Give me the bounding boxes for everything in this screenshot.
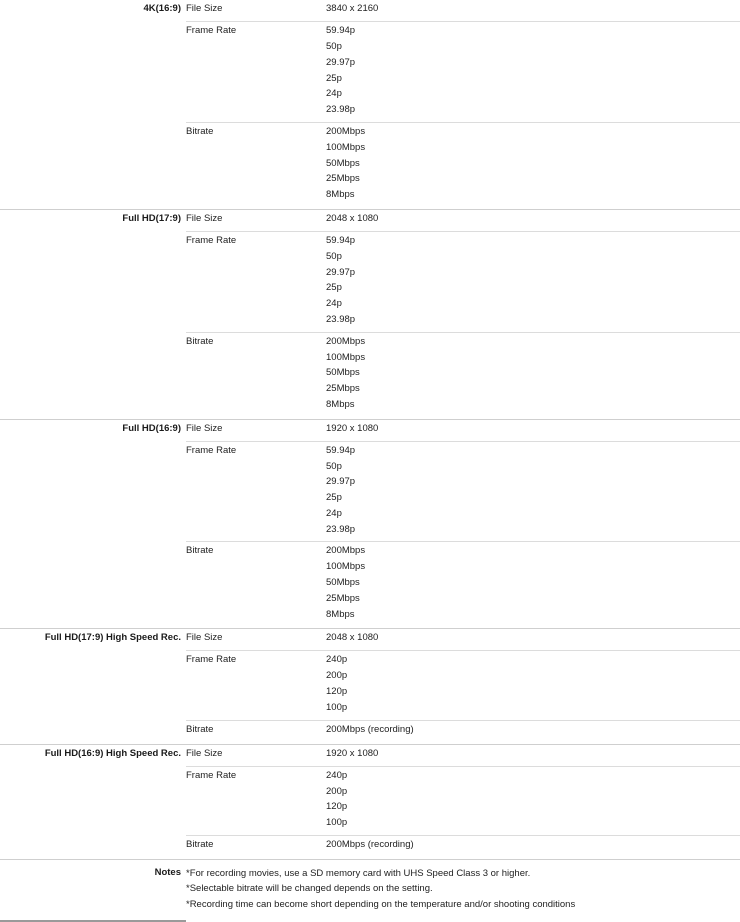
row-label: File Size — [186, 212, 223, 224]
row-label: File Size — [186, 3, 223, 14]
spec-value: 29.97p — [326, 266, 356, 278]
spec-row — [186, 767, 740, 836]
spec-row — [186, 542, 740, 626]
spec-value: 1920 x 1080 — [326, 422, 379, 434]
spec-value: 1920 x 1080 — [326, 747, 379, 759]
note-item: *Recording time can become short depending on the temperature and/or shooting conditions — [186, 898, 576, 910]
row-values — [326, 234, 740, 328]
spec-value: 25p — [326, 72, 342, 84]
spec-value: 59.94p — [326, 444, 356, 456]
spec-value: 50Mbps — [326, 367, 360, 379]
spec-value: 100p — [326, 817, 348, 828]
row-values — [326, 723, 740, 738]
spec-value: 50Mbps — [326, 577, 360, 588]
spec-value: 50Mbps — [326, 157, 360, 169]
spec-value: 200p — [326, 670, 348, 682]
spec-value: 25Mbps — [326, 592, 360, 604]
spec-value: 120p — [326, 686, 348, 697]
spec-value: 8Mbps — [326, 189, 355, 200]
spec-value: 120p — [326, 801, 348, 813]
spec-value: 200Mbps — [326, 545, 366, 557]
row-label: File Size — [186, 422, 223, 434]
spec-row — [186, 745, 740, 767]
row-label: Frame Rate — [186, 25, 237, 36]
row-values — [326, 212, 740, 227]
spec-value: 3840 x 2160 — [326, 3, 379, 14]
group-label: Full HD(16:9) — [122, 422, 181, 434]
spec-value: 25Mbps — [326, 383, 360, 394]
group-label: Full HD(17:9) High Speed Rec. — [44, 632, 181, 644]
row-values — [326, 838, 740, 853]
spec-group — [0, 0, 740, 210]
spec-value: 23.98p — [326, 523, 356, 535]
spec-row — [186, 22, 740, 123]
spec-value: 240p — [326, 769, 348, 781]
spec-row — [186, 721, 740, 742]
spec-group — [0, 745, 740, 860]
spec-row — [186, 333, 740, 417]
spec-value: 200Mbps — [326, 125, 366, 137]
row-values — [326, 335, 740, 413]
spec-value: 50p — [326, 460, 342, 472]
spec-value: 29.97p — [326, 56, 356, 68]
row-label: File Size — [186, 632, 223, 644]
spec-row — [186, 442, 740, 543]
row-values — [326, 544, 740, 622]
spec-value: 25p — [326, 492, 342, 503]
row-values — [326, 24, 740, 118]
row-label: Frame Rate — [186, 769, 237, 781]
notes-section — [0, 860, 740, 913]
spec-value: 59.94p — [326, 234, 356, 246]
note-item: *Selectable bitrate will be changed depends on the setting. — [186, 883, 433, 895]
spec-row — [186, 232, 740, 333]
row-label: Bitrate — [186, 545, 214, 557]
spec-value: 200p — [326, 785, 348, 797]
spec-group — [0, 420, 740, 630]
row-label: Bitrate — [186, 838, 214, 850]
row-values — [326, 2, 740, 17]
spec-value: 2048 x 1080 — [326, 632, 379, 644]
row-label: Frame Rate — [186, 234, 237, 246]
spec-value: 8Mbps — [326, 608, 355, 620]
spec-value: 100Mbps — [326, 141, 366, 153]
spec-value: 8Mbps — [326, 398, 355, 410]
spec-value: 59.94p — [326, 25, 356, 36]
spec-value: 25Mbps — [326, 173, 360, 185]
row-label: Frame Rate — [186, 444, 237, 456]
spec-row — [186, 123, 740, 207]
group-label: Full HD(16:9) High Speed Rec. — [44, 747, 181, 759]
spec-value: 100Mbps — [326, 561, 366, 573]
notes-label: Notes — [154, 866, 181, 878]
spec-value: 200Mbps (recording) — [326, 838, 414, 850]
spec-value: 24p — [326, 507, 342, 519]
spec-row — [186, 836, 740, 857]
spec-row — [186, 651, 740, 720]
row-values — [326, 769, 740, 831]
row-values — [326, 444, 740, 538]
spec-value: 100Mbps — [326, 351, 366, 363]
note-item: *For recording movies, use a SD memory card with UHS Speed Class 3 or higher. — [186, 867, 531, 879]
spec-value: 200Mbps — [326, 335, 366, 347]
spec-value: 24p — [326, 88, 342, 100]
spec-group — [0, 629, 740, 744]
spec-value: 29.97p — [326, 476, 356, 488]
row-label: File Size — [186, 747, 223, 759]
spec-group — [0, 210, 740, 420]
row-label: Bitrate — [186, 723, 214, 735]
row-values — [326, 747, 740, 762]
spec-value: 24p — [326, 298, 342, 309]
notes-list — [186, 866, 740, 913]
row-label: Bitrate — [186, 335, 214, 347]
row-values — [326, 653, 740, 715]
spec-row — [186, 629, 740, 651]
spec-value: 50p — [326, 41, 342, 52]
spec-row — [186, 210, 740, 232]
spec-value: 100p — [326, 701, 348, 713]
spec-value: 25p — [326, 282, 342, 294]
spec-value: 50p — [326, 250, 342, 262]
group-label: 4K(16:9) — [143, 3, 181, 14]
row-values — [326, 125, 740, 203]
spec-value: 2048 x 1080 — [326, 212, 379, 224]
row-label: Frame Rate — [186, 654, 237, 666]
spec-value: 23.98p — [326, 104, 356, 115]
row-values — [326, 422, 740, 437]
spec-value: 240p — [326, 654, 348, 666]
row-values — [326, 631, 740, 646]
row-label: Bitrate — [186, 125, 214, 137]
spec-row — [186, 420, 740, 442]
spec-row — [186, 0, 740, 22]
spec-value: 23.98p — [326, 313, 356, 325]
spec-value: 200Mbps (recording) — [326, 723, 414, 735]
group-label: Full HD(17:9) — [122, 212, 181, 224]
